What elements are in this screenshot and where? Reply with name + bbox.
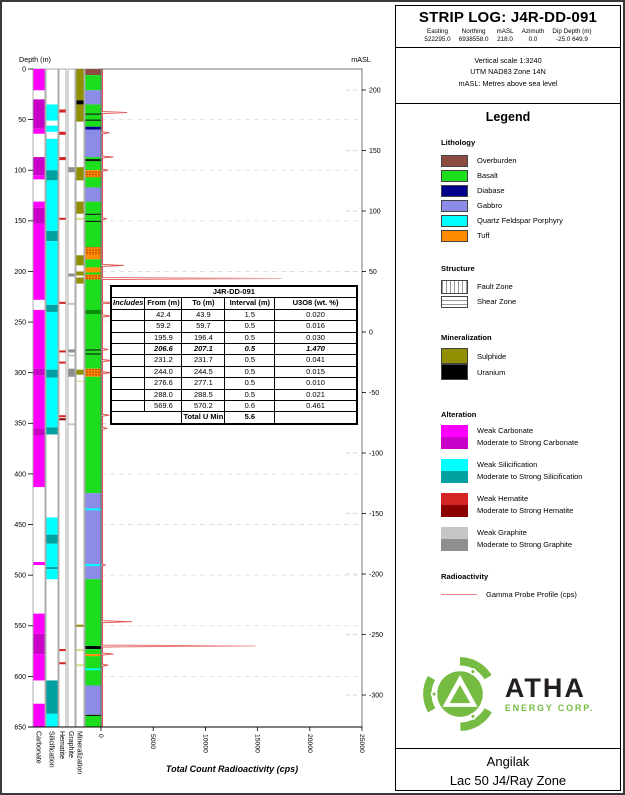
table-title: J4R-DD-091 — [111, 286, 357, 298]
svg-text:-50: -50 — [369, 389, 380, 397]
intercept-row: 288.0 288.5 0.5 0.021 — [111, 389, 357, 400]
svg-text:mASL: mASL — [351, 55, 371, 64]
legend-item — [441, 279, 620, 294]
intercept-row: 206.6 207.1 0.5 1.470 — [111, 344, 357, 355]
legend-label: Gabbro — [477, 201, 503, 210]
zone-name: Lac 50 J4/Ray Zone — [449, 773, 567, 789]
legend-item — [441, 364, 620, 380]
svg-text:550: 550 — [14, 623, 26, 631]
scale-note-line: Vertical scale 1:3240 — [474, 56, 542, 65]
legend-label: Gamma Probe Profile (cps) — [486, 590, 577, 599]
svg-text:5000: 5000 — [149, 734, 157, 750]
collar-field: Northing 6938558.0 — [458, 28, 489, 43]
project-box — [396, 748, 620, 790]
legend-item — [441, 348, 620, 364]
svg-text:100: 100 — [369, 208, 381, 216]
legend-swatch — [441, 594, 477, 595]
legend-swatch — [441, 185, 468, 197]
page-title: STRIP LOG: J4R-DD-091 — [418, 9, 598, 26]
svg-text:0: 0 — [97, 734, 104, 738]
legend-label: Overburden — [477, 156, 517, 165]
svg-text:-100: -100 — [369, 450, 384, 458]
legend-swatch — [441, 230, 468, 242]
depth-axis — [14, 55, 51, 731]
legend-item — [441, 459, 620, 483]
svg-text:500: 500 — [14, 572, 26, 580]
title-box — [396, 6, 620, 48]
svg-text:300: 300 — [14, 370, 26, 378]
legend-label: Uranium — [477, 367, 506, 377]
legend-swatch — [441, 215, 468, 227]
legend-item — [441, 425, 620, 449]
svg-text:-200: -200 — [369, 571, 384, 579]
intercept-row: 244.0 244.5 0.5 0.015 — [111, 366, 357, 377]
legend-swatch — [441, 493, 468, 517]
svg-text:600: 600 — [14, 673, 26, 681]
legend-label: Weak Graphite Moderate to Strong Graphite — [477, 528, 573, 549]
svg-text:-300: -300 — [369, 692, 384, 700]
legend-label: Fault Zone — [477, 282, 513, 291]
legend-section-lithology — [441, 138, 620, 243]
legend-section-radioactivity — [441, 572, 620, 602]
intercept-row: 59.2 59.7 0.5 0.016 — [111, 321, 357, 332]
legend-section-title: Radioactivity — [441, 572, 489, 581]
svg-text:50: 50 — [18, 117, 26, 125]
svg-text:-150: -150 — [369, 510, 384, 518]
log-columns — [33, 69, 102, 727]
legend-label: Weak Hematite Moderate to Strong Hematite — [477, 494, 574, 515]
legend-item — [441, 168, 620, 183]
svg-text:10000: 10000 — [201, 734, 209, 753]
legend-item — [441, 198, 620, 213]
legend-sections — [396, 138, 620, 602]
legend-swatch — [441, 364, 468, 380]
legend-item — [441, 294, 620, 309]
legend-section-title: Alteration — [441, 410, 477, 419]
legend-label: Sulphide — [477, 351, 507, 361]
svg-text:250: 250 — [14, 319, 26, 327]
legend-label: Quartz Feldspar Porphyry — [477, 216, 563, 225]
svg-text:-250: -250 — [369, 631, 384, 639]
intercept-row: 195.9 196.4 0.5 0.030 — [111, 332, 357, 343]
intercept-row: 231.2 231.7 0.5 0.041 — [111, 355, 357, 366]
legend-item — [441, 527, 620, 551]
info-panel — [395, 5, 621, 791]
table-header-row: Includes From (m) To (m) Interval (m) U3O8 (wt. %) — [111, 298, 357, 309]
svg-text:Silicification: Silicification — [47, 731, 55, 768]
legend-item — [441, 587, 620, 602]
legend-heading: Legend — [485, 110, 531, 124]
svg-text:Hematite: Hematite — [57, 731, 65, 760]
legend-item — [441, 183, 620, 198]
svg-text:20000: 20000 — [305, 734, 313, 753]
svg-text:0: 0 — [369, 329, 373, 337]
svg-text:50: 50 — [369, 268, 377, 276]
legend-label: Diabase — [477, 186, 505, 195]
collar-field: mASL 218.0 — [496, 28, 514, 43]
intercept-row: 569.6 570.2 0.6 0.461 — [111, 401, 357, 412]
legend-item — [441, 493, 620, 517]
svg-text:0: 0 — [22, 66, 26, 74]
company-name: ATHA — [504, 673, 586, 703]
collar-field: Dip Depth (m) -25.0 649.9 — [552, 28, 592, 43]
svg-text:100: 100 — [14, 167, 26, 175]
collar-field: Azimuth 0.0 — [521, 28, 545, 43]
legend-item — [441, 213, 620, 228]
svg-text:450: 450 — [14, 521, 26, 529]
legend-section-title: Structure — [441, 264, 475, 273]
collar-info — [396, 28, 620, 44]
intercept-row: 42.4 43.9 1.5 0.020 — [111, 309, 357, 320]
intercept-table — [110, 285, 358, 425]
legend-section-alteration — [441, 410, 620, 551]
legend-section-mineralization — [441, 333, 620, 380]
legend-section-title: Mineralization — [441, 333, 492, 342]
legend-section-title: Lithology — [441, 138, 476, 147]
legend-label: Basalt — [477, 171, 498, 180]
svg-text:Total Count Radioactivity (cps: Total Count Radioactivity (cps) — [165, 764, 299, 774]
legend-label: Tuff — [477, 231, 490, 240]
svg-text:25000: 25000 — [358, 734, 365, 753]
legend-swatch — [441, 425, 468, 449]
svg-text:150: 150 — [369, 147, 381, 155]
legend-label: Weak Carbonate Moderate to Strong Carbonate — [477, 426, 579, 447]
legend-swatch — [441, 200, 468, 212]
svg-text:350: 350 — [14, 420, 26, 428]
company-wordmark — [505, 675, 594, 713]
svg-text:Graphite: Graphite — [66, 731, 74, 758]
table-total-row: Total U Min 5.6 — [111, 412, 357, 424]
company-tagline: ENERGY CORP. — [504, 703, 595, 713]
company-logo — [396, 656, 620, 732]
legend-swatch — [441, 170, 468, 182]
legend-swatch — [441, 527, 468, 551]
scale-note-line: UTM NAD83 Zone 14N — [470, 67, 546, 77]
svg-text:15000: 15000 — [253, 734, 261, 753]
legend-item — [441, 153, 620, 168]
legend-label: Shear Zone — [477, 297, 517, 306]
legend-item — [441, 228, 620, 243]
legend-swatch — [441, 348, 468, 364]
svg-text:150: 150 — [14, 218, 26, 226]
legend-label: Weak Silicification Moderate to Strong Silicification — [477, 460, 583, 481]
svg-text:Mineralization: Mineralization — [75, 731, 83, 775]
svg-text:200: 200 — [369, 87, 381, 95]
scale-notes — [396, 48, 620, 104]
intercept-row: 276.6 277.1 0.5 0.010 — [111, 378, 357, 389]
collar-field: Easting 522295.0 — [424, 28, 451, 43]
svg-text:200: 200 — [14, 268, 26, 276]
atha-logo-icon — [422, 656, 498, 732]
svg-text:400: 400 — [14, 471, 26, 479]
scale-note-line: mASL: Metres above sea level — [458, 78, 558, 88]
legend-swatch — [441, 155, 468, 167]
column-labels — [34, 731, 82, 774]
legend-box — [396, 104, 620, 746]
svg-text:Carbonate: Carbonate — [34, 731, 42, 764]
legend-swatch — [441, 280, 468, 294]
svg-text:650: 650 — [14, 724, 26, 732]
svg-text:Depth (m): Depth (m) — [19, 55, 51, 64]
legend-swatch — [441, 296, 468, 308]
legend-swatch — [441, 459, 468, 483]
legend-section-structure — [441, 264, 620, 309]
project-name: Angilak — [486, 754, 530, 769]
